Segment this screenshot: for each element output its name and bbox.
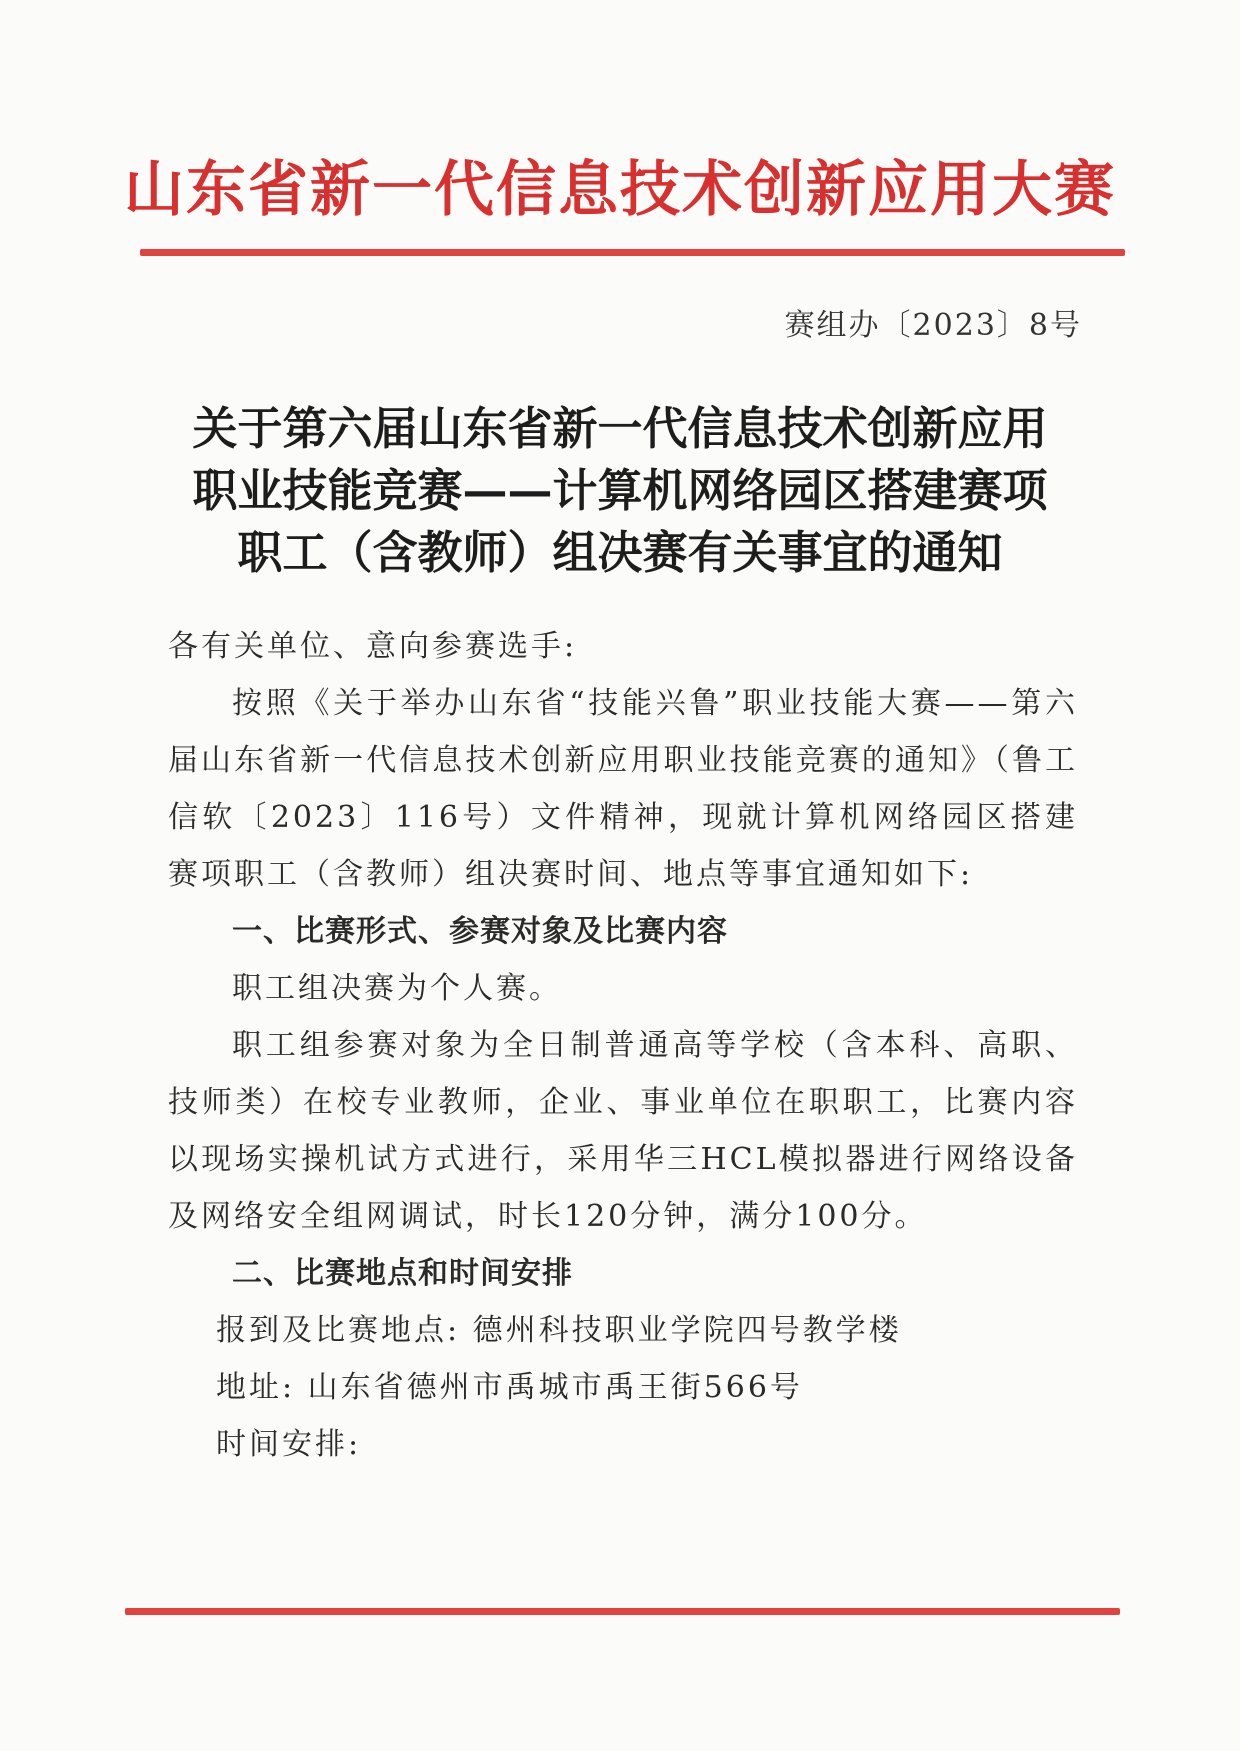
address-line: 地址: 山东省德州市禹城市禹王街566号 bbox=[216, 1370, 803, 1405]
location-line: 报到及比赛地点: 德州科技职业学院四号教学楼 bbox=[216, 1313, 902, 1348]
schedule-label: 时间安排: bbox=[216, 1427, 362, 1462]
notice-body bbox=[168, 618, 1078, 1473]
document-number: 赛组办〔2023〕8号 bbox=[784, 308, 1082, 343]
masthead-divider bbox=[140, 249, 1125, 256]
notice-title-line: 职工（含教师）组决赛有关事宜的通知 bbox=[237, 526, 1003, 579]
notice-title bbox=[150, 398, 1090, 584]
salutation: 各有关单位、意向参赛选手: bbox=[168, 629, 578, 664]
footer-divider bbox=[125, 1608, 1120, 1615]
notice-title-line: 职业技能竞赛——计算机网络园区搭建赛项 bbox=[192, 464, 1048, 517]
paragraph: 职工组参赛对象为全日制普通高等学校（含本科、高职、技师类）在校专业教师，企业、事业单位在职职工，比赛内容以现场实操机试方式进行，采用华三HCL模拟器进行网络设备及网络安全组网调试，时长120分钟，满分100分。 bbox=[168, 1028, 1078, 1234]
notice-title-line: 关于第六届山东省新一代信息技术创新应用 bbox=[192, 402, 1048, 455]
section-heading: 二、比赛地点和时间安排 bbox=[232, 1256, 573, 1291]
masthead-title: 山东省新一代信息技术创新应用大赛 bbox=[124, 155, 1116, 225]
section-heading: 一、比赛形式、参赛对象及比赛内容 bbox=[232, 914, 728, 949]
intro-paragraph: 按照《关于举办山东省“技能兴鲁”职业技能大赛——第六届山东省新一代信息技术创新应用职业技能竞赛的通知》（鲁工信软〔2023〕116号）文件精神，现就计算机网络园区搭建赛项职工（含教师）组决赛时间、地点等事宜通知如下: bbox=[168, 686, 1078, 892]
paragraph: 职工组决赛为个人赛。 bbox=[232, 971, 562, 1006]
